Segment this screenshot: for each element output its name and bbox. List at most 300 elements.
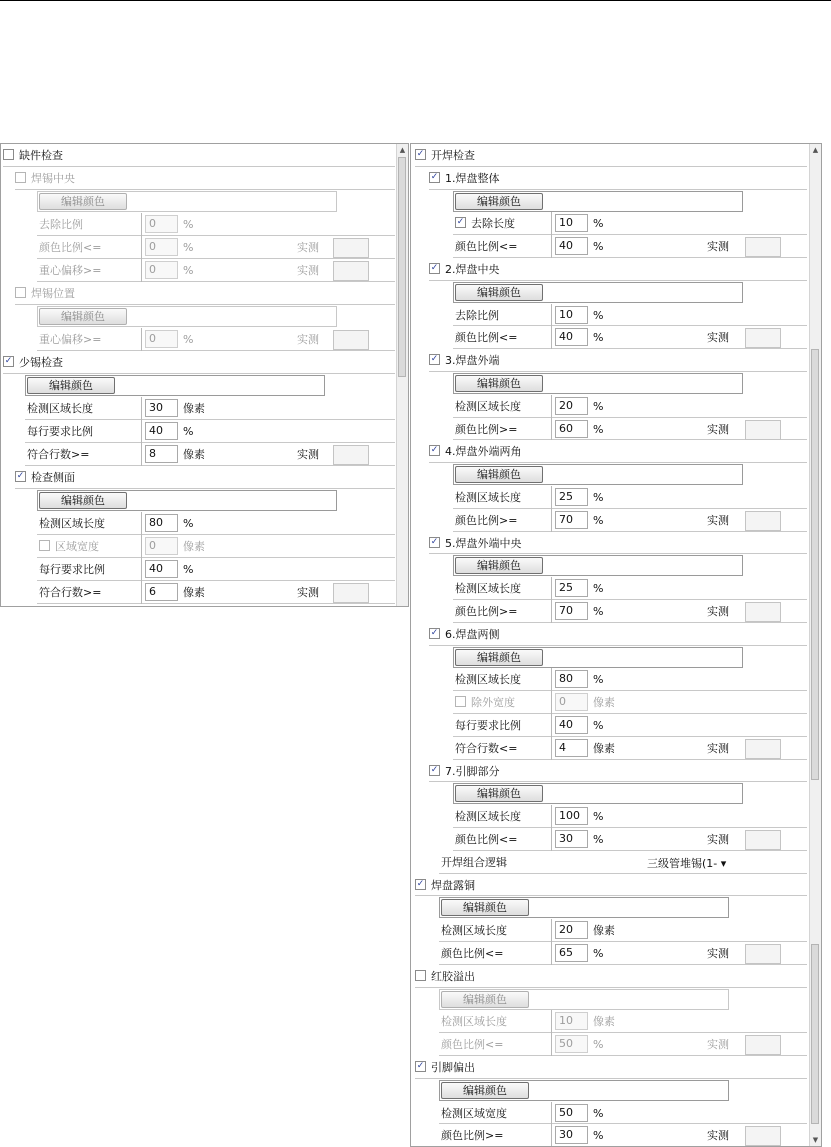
enable-checkbox[interactable]: ✓: [430, 354, 439, 365]
param-label: 检测区域宽度: [441, 1106, 507, 1120]
param-label: 颜色比例<=: [455, 240, 518, 254]
unit-label: %: [593, 719, 604, 732]
logic-select[interactable]: 三级管堆锡(1- ▾: [647, 856, 727, 870]
grid-row: [453, 577, 807, 600]
grid-row: [429, 532, 807, 555]
measured-label: 实测: [707, 741, 729, 755]
measured-label: 实测: [707, 240, 729, 254]
edit-color-button[interactable]: 编辑颜色: [455, 375, 543, 392]
unit-label: 像素: [593, 924, 615, 938]
column-divider: [141, 581, 142, 604]
enable-checkbox[interactable]: [15, 287, 26, 298]
value-input[interactable]: 0: [145, 215, 178, 233]
value-input[interactable]: 50: [555, 1104, 588, 1122]
param-label: 每行要求比例: [455, 719, 521, 732]
unit-label: %: [593, 833, 604, 846]
measured-value-box: [745, 1126, 781, 1146]
grid-row: [453, 714, 807, 737]
edit-color-button[interactable]: 编辑颜色: [39, 308, 127, 325]
grid-row: [439, 1079, 807, 1102]
color-editor-field: [25, 375, 325, 396]
color-editor-field: [439, 989, 729, 1010]
enable-checkbox[interactable]: ✓: [16, 471, 25, 481]
param-label: 检测区域长度: [441, 924, 507, 938]
measured-value-box: [333, 330, 369, 350]
value-input[interactable]: 0: [145, 537, 178, 555]
edit-color-button[interactable]: 编辑颜色: [441, 991, 529, 1008]
column-divider: [551, 418, 552, 441]
param-label: 检测区域长度: [27, 402, 93, 415]
column-divider: [551, 691, 552, 714]
scroll-up-icon[interactable]: ▲: [399, 146, 406, 154]
grid-row: [37, 558, 395, 581]
param-label: 区域宽度: [55, 540, 99, 553]
enable-checkbox[interactable]: ✓: [430, 536, 439, 547]
color-editor-field: [37, 306, 337, 327]
value-input[interactable]: 0: [145, 238, 178, 256]
grid-row: [453, 509, 807, 532]
grid-row: [439, 1033, 807, 1056]
grid-row: [3, 351, 395, 374]
color-editor-field: [453, 464, 743, 485]
value-input[interactable]: 80: [555, 670, 588, 688]
edit-color-button[interactable]: 编辑颜色: [39, 193, 127, 210]
enable-checkbox[interactable]: ✓: [430, 445, 439, 456]
grid-row: [453, 600, 807, 623]
measured-label: 实测: [707, 513, 729, 527]
measured-label: 实测: [297, 586, 319, 599]
section-label: 引脚偏出: [431, 1061, 475, 1074]
unit-label: %: [593, 331, 604, 345]
grid-row: [453, 372, 807, 395]
unit-label: 像素: [593, 1015, 615, 1029]
param-label: 检测区域长度: [441, 1015, 507, 1029]
unit-label: %: [593, 217, 604, 231]
section-label: 1.焊盘整体: [445, 171, 500, 185]
grid-row: [439, 1102, 807, 1125]
param-label: 检测区域长度: [455, 399, 521, 413]
enable-checkbox[interactable]: ✓: [430, 171, 439, 182]
column-divider: [551, 486, 552, 509]
param-label: 颜色比例<=: [39, 241, 102, 254]
unit-label: %: [593, 673, 604, 687]
column-divider: [551, 235, 552, 258]
enable-checkbox[interactable]: ✓: [430, 764, 439, 775]
measured-value-box: [745, 944, 781, 964]
column-divider: [551, 942, 552, 965]
grid-row: [453, 326, 807, 349]
param-label: 检测区域长度: [455, 582, 521, 596]
unit-label: 像素: [183, 586, 205, 599]
section-label: 红胶溢出: [431, 969, 475, 983]
column-divider: [551, 714, 552, 737]
measured-value-box: [745, 328, 781, 348]
color-editor-field: [453, 373, 743, 394]
unit-label: %: [593, 491, 604, 504]
grid-row: [429, 623, 807, 646]
grid-row: [439, 919, 807, 942]
column-divider: [141, 397, 142, 420]
value-input[interactable]: 40: [145, 422, 178, 440]
measured-label: 实测: [297, 333, 319, 346]
edit-color-button[interactable]: 编辑颜色: [455, 557, 543, 574]
column-divider: [141, 420, 142, 443]
measured-value-box: [333, 583, 369, 603]
param-label: 符合行数>=: [39, 586, 102, 599]
measured-value-box: [745, 602, 781, 622]
unit-label: %: [593, 422, 604, 436]
left-scrollbar[interactable]: [396, 144, 408, 606]
grid-row: [453, 281, 807, 304]
param-label: 检测区域长度: [455, 673, 521, 687]
section-label: 焊盘露铜: [431, 878, 475, 892]
section-label: 2.焊盘中央: [445, 263, 500, 276]
edit-color-button[interactable]: 编辑颜色: [455, 466, 543, 483]
grid-row: [453, 235, 807, 258]
unit-label: %: [183, 563, 194, 576]
column-divider: [551, 1102, 552, 1125]
param-label: 颜色比例>=: [441, 1129, 504, 1143]
column-divider: [551, 919, 552, 942]
scroll-down-icon[interactable]: ▼: [812, 1136, 819, 1144]
measured-value-box: [745, 420, 781, 440]
value-input[interactable]: 40: [555, 328, 588, 346]
grid-row: [37, 512, 395, 535]
grid-row: [37, 305, 395, 328]
value-input[interactable]: 65: [555, 944, 588, 962]
column-divider: [551, 577, 552, 600]
grid-row: [415, 965, 807, 988]
grid-row: [439, 1124, 807, 1147]
measured-value-box: [745, 237, 781, 257]
unit-label: %: [593, 1129, 604, 1143]
param-label: 颜色比例<=: [441, 1038, 504, 1052]
measured-label: 实测: [707, 605, 729, 618]
column-divider: [141, 236, 142, 259]
column-divider: [141, 213, 142, 236]
column-divider: [141, 443, 142, 466]
enable-checkbox[interactable]: ✓: [416, 1061, 425, 1071]
column-divider: [551, 668, 552, 691]
right-scrollbar-thumb-upper[interactable]: [811, 349, 819, 780]
grid-row: [453, 463, 807, 486]
param-label: 去除长度: [471, 217, 515, 231]
right-scrollbar-thumb-lower[interactable]: [811, 944, 819, 1124]
param-label: 颜色比例>=: [455, 605, 518, 618]
scroll-up-icon[interactable]: ▲: [812, 146, 819, 154]
column-divider: [551, 600, 552, 623]
column-divider: [551, 1010, 552, 1033]
param-label: 检测区域长度: [455, 810, 521, 824]
value-input[interactable]: 30: [555, 830, 588, 848]
section-label: 7.引脚部分: [445, 764, 500, 778]
grid-row: [439, 896, 807, 919]
color-editor-field: [439, 897, 729, 918]
edit-color-button[interactable]: 编辑颜色: [455, 193, 543, 210]
grid-row: [453, 782, 807, 805]
param-label: 除外宽度: [471, 696, 515, 710]
grid-row: [453, 304, 807, 327]
option-checkbox[interactable]: [455, 696, 466, 707]
grid-row: [37, 236, 395, 259]
document-top-rule: [0, 0, 831, 1]
measured-value-box: [745, 1035, 781, 1055]
enable-checkbox[interactable]: ✓: [430, 263, 439, 273]
section-label: 检查侧面: [31, 471, 75, 484]
grid-row: [37, 581, 395, 604]
unit-label: %: [183, 517, 194, 530]
enable-checkbox[interactable]: [15, 172, 26, 183]
grid-row: [25, 397, 395, 420]
param-label: 符合行数<=: [455, 741, 518, 755]
section-label: 缺件检查: [19, 149, 63, 162]
section-label: 焊锡位置: [31, 287, 75, 300]
measured-label: 实测: [707, 422, 729, 436]
param-label: 重心偏移>=: [39, 333, 102, 346]
right-scrollbar[interactable]: [809, 144, 821, 1146]
param-label: 颜色比例<=: [441, 947, 504, 960]
unit-label: %: [593, 605, 604, 618]
param-label: 每行要求比例: [39, 563, 105, 576]
color-editor-field: [453, 783, 743, 804]
param-label: 颜色比例>=: [455, 513, 518, 527]
column-divider: [141, 558, 142, 581]
color-editor-field: [453, 282, 743, 303]
unit-label: %: [593, 947, 604, 960]
grid-row: [37, 259, 395, 282]
measured-value-box: [745, 739, 781, 759]
enable-checkbox[interactable]: ✓: [416, 149, 425, 159]
section-label: 少锡检查: [19, 356, 63, 369]
section-label: 5.焊盘外端中央: [445, 536, 522, 550]
color-editor-field: [453, 555, 743, 576]
edit-color-button[interactable]: 编辑颜色: [455, 649, 543, 666]
section-label: 开焊检查: [431, 149, 475, 162]
unit-label: %: [593, 582, 604, 596]
column-divider: [551, 1124, 552, 1147]
grid-row: [453, 805, 807, 828]
column-divider: [141, 512, 142, 535]
section-label: 3.焊盘外端: [445, 354, 500, 368]
param-label: 去除比例: [455, 308, 499, 322]
unit-label: 像素: [183, 540, 205, 553]
grid-row: [25, 374, 395, 397]
left-inspection-panel: [0, 143, 409, 607]
value-input[interactable]: 40: [145, 560, 178, 578]
value-input[interactable]: 10: [555, 214, 588, 232]
param-label: 去除比例: [39, 218, 83, 231]
grid-row: [25, 443, 395, 466]
measured-value-box: [333, 445, 369, 465]
measured-value-box: [745, 511, 781, 531]
value-input[interactable]: 4: [555, 739, 588, 757]
column-divider: [141, 259, 142, 282]
value-input[interactable]: 0: [145, 330, 178, 348]
enable-checkbox[interactable]: ✓: [430, 627, 439, 638]
value-input[interactable]: 0: [555, 693, 588, 711]
value-input[interactable]: 70: [555, 602, 588, 620]
grid-row: [439, 988, 807, 1011]
measured-label: 实测: [297, 264, 319, 277]
value-input[interactable]: 8: [145, 445, 178, 463]
color-editor-field: [37, 191, 337, 212]
unit-label: %: [183, 241, 194, 254]
value-input[interactable]: 30: [555, 1126, 588, 1144]
unit-label: 像素: [593, 696, 615, 710]
param-label: 颜色比例<=: [455, 833, 518, 846]
edit-color-button[interactable]: 编辑颜色: [27, 377, 115, 394]
value-input[interactable]: 10: [555, 1012, 588, 1030]
enable-checkbox[interactable]: [415, 970, 426, 981]
column-divider: [551, 1033, 552, 1056]
grid-row: [453, 554, 807, 577]
color-editor-field: [37, 490, 337, 511]
measured-label: 实测: [707, 1129, 729, 1143]
column-divider: [551, 805, 552, 828]
grid-row: [453, 668, 807, 691]
unit-label: %: [183, 425, 194, 438]
column-divider: [141, 328, 142, 351]
value-input[interactable]: 6: [145, 583, 178, 601]
measured-value-box: [333, 238, 369, 258]
measured-value-box: [745, 830, 781, 850]
grid-row: [429, 349, 807, 372]
value-input[interactable]: 40: [555, 237, 588, 255]
unit-label: 像素: [593, 741, 615, 755]
measured-label: 实测: [297, 241, 319, 254]
unit-label: %: [593, 240, 604, 254]
grid-row: [439, 851, 807, 874]
unit-label: 像素: [183, 448, 205, 461]
grid-row: [453, 212, 807, 235]
grid-row: [439, 942, 807, 965]
value-input[interactable]: 20: [555, 397, 588, 415]
column-divider: [141, 535, 142, 558]
section-label: 焊锡中央: [31, 172, 75, 185]
param-label: 检测区域长度: [39, 517, 105, 530]
grid-row: [415, 1056, 807, 1079]
option-checkbox[interactable]: [39, 540, 50, 551]
grid-row: [37, 535, 395, 558]
unit-label: %: [593, 399, 604, 413]
param-label: 颜色比例>=: [455, 422, 518, 436]
enable-checkbox[interactable]: [3, 149, 14, 160]
right-inspection-panel: [410, 143, 822, 1147]
edit-color-button[interactable]: 编辑颜色: [441, 1082, 529, 1099]
value-input[interactable]: 40: [555, 716, 588, 734]
measured-value-box: [333, 261, 369, 281]
grid-row: [429, 760, 807, 783]
grid-row: [37, 190, 395, 213]
value-input[interactable]: 0: [145, 261, 178, 279]
unit-label: %: [593, 1106, 604, 1120]
measured-label: 实测: [707, 947, 729, 960]
enable-checkbox[interactable]: ✓: [4, 356, 13, 366]
grid-row: [15, 167, 395, 190]
unit-label: %: [183, 264, 194, 277]
color-editor-field: [453, 191, 743, 212]
grid-row: [25, 420, 395, 443]
param-label: 颜色比例<=: [455, 331, 518, 345]
grid-row: [439, 1010, 807, 1033]
grid-row: [453, 190, 807, 213]
measured-label: 实测: [707, 833, 729, 846]
measured-label: 实测: [707, 1038, 729, 1052]
value-input[interactable]: 80: [145, 514, 178, 532]
edit-color-button[interactable]: 编辑颜色: [441, 899, 529, 916]
grid-row: [415, 874, 807, 897]
value-input[interactable]: 30: [145, 399, 178, 417]
grid-row: [429, 258, 807, 281]
grid-row: [429, 167, 807, 190]
section-label: 6.焊盘两侧: [445, 627, 500, 641]
grid-row: [453, 691, 807, 714]
edit-color-button[interactable]: 编辑颜色: [455, 284, 543, 301]
color-editor-field: [453, 647, 743, 668]
grid-row: [453, 646, 807, 669]
grid-row: [453, 395, 807, 418]
edit-color-button[interactable]: 编辑颜色: [39, 492, 127, 509]
enable-checkbox[interactable]: ✓: [416, 878, 425, 889]
param-label: 开焊组合逻辑: [441, 855, 507, 869]
grid-row: [3, 144, 395, 167]
value-input[interactable]: 70: [555, 511, 588, 529]
param-label: 符合行数>=: [27, 448, 90, 461]
unit-label: %: [593, 1038, 604, 1052]
grid-row: [453, 486, 807, 509]
column-divider: [551, 395, 552, 418]
color-editor-field: [439, 1080, 729, 1101]
measured-label: 实测: [707, 331, 729, 345]
column-divider: [551, 509, 552, 532]
value-input[interactable]: 100: [555, 807, 588, 825]
unit-label: %: [593, 513, 604, 527]
grid-row: [415, 144, 807, 167]
column-divider: [551, 212, 552, 235]
value-input[interactable]: 20: [555, 921, 588, 939]
unit-label: 像素: [183, 402, 205, 415]
unit-label: %: [593, 308, 604, 322]
grid-row: [429, 440, 807, 463]
unit-label: %: [183, 333, 194, 346]
value-input[interactable]: 60: [555, 420, 588, 438]
unit-label: %: [183, 218, 194, 231]
value-input[interactable]: 10: [555, 306, 588, 324]
section-label: 4.焊盘外端两角: [445, 445, 522, 459]
param-label: 检测区域长度: [455, 491, 521, 504]
param-label: 每行要求比例: [27, 425, 93, 438]
grid-row: [37, 328, 395, 351]
value-input[interactable]: 25: [555, 579, 588, 597]
param-label: 重心偏移>=: [39, 264, 102, 277]
column-divider: [551, 326, 552, 349]
grid-row: [453, 737, 807, 760]
value-input[interactable]: 25: [555, 488, 588, 506]
grid-row: [15, 466, 395, 489]
grid-row: [37, 213, 395, 236]
option-checkbox[interactable]: ✓: [456, 217, 465, 228]
grid-row: [15, 282, 395, 305]
grid-row: [37, 489, 395, 512]
measured-label: 实测: [297, 448, 319, 461]
left-scrollbar-thumb[interactable]: [398, 157, 406, 377]
unit-label: %: [593, 810, 604, 824]
value-input[interactable]: 50: [555, 1035, 588, 1053]
edit-color-button[interactable]: 编辑颜色: [455, 785, 543, 802]
column-divider: [551, 828, 552, 851]
column-divider: [551, 737, 552, 760]
grid-row: [453, 828, 807, 851]
